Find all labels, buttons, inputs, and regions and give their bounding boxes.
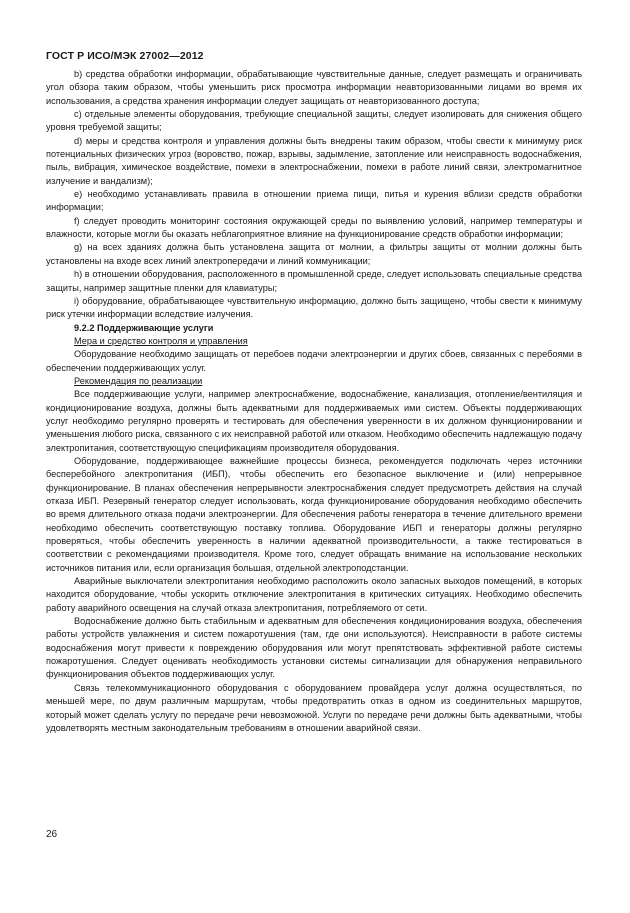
body-paragraph: Связь телекоммуникационного оборудования с оборудованием провайдера услуг должна осуществляться, по меньшей мере, по двум различным маршрутам, чтобы предотвратить отказ в одном из соединительных маршрутов, который может сделать услугу по передаче речи невозможной. Услуги по передаче речи должны быть адекватными, чтобы удовлетворять местным законодательным требованиям в отношении аварийной связи. bbox=[46, 682, 582, 733]
body-paragraph: h) в отношении оборудования, расположенного в промышленной среде, следует использовать специальные средства защиты, например защитные пленки для клавиатуры; bbox=[46, 269, 582, 293]
body-paragraph: e) необходимо устанавливать правила в отношении приема пищи, питья и курения вблизи средств обработки информации; bbox=[46, 189, 582, 213]
body-paragraph: b) средства обработки информации, обрабатывающие чувствительные данные, следует размещать и ограничивать угол обзора таким образом, чтобы уменьшить риск просмотра информации неавторизованными лицами во время их использования, а средства хранения информации следует защищать от неавторизованного доступа; bbox=[46, 69, 582, 106]
section-heading: 9.2.2 Поддерживающие услуги bbox=[74, 322, 214, 333]
body-paragraph: c) отдельные элементы оборудования, требующие специальной защиты, следует изолировать для снижения общего уровня требуемой защиты; bbox=[46, 109, 582, 133]
body-paragraph: Все поддерживающие услуги, например электроснабжение, водоснабжение, канализация, отопление/вентиляция и кондиционирование воздуха, должны быть адекватными для поддерживаемых ими систем. Объекты поддерживающих услуг необходимо регулярно проверять и тестировать для обеспечения уверенности в их должном функционировании и уменьшения любого риска, связанного с их неисправной работой или отказом. Необходимо обеспечить надлежащую подачу электропитания, соответствующую спецификациям производителя оборудования. bbox=[46, 389, 582, 453]
document-body bbox=[46, 68, 582, 735]
subsection-label-text: Рекомендация по реализации bbox=[74, 375, 203, 386]
page-number: 26 bbox=[46, 829, 58, 840]
subsection-label bbox=[46, 375, 582, 388]
subsection-label-text: Мера и средство контроля и управления bbox=[74, 335, 248, 346]
body-paragraph: f) следует проводить мониторинг состояния окружающей среды по выявлению условий, например температуры и влажности, которые могли бы оказать неблагоприятное влияние на функционирование средств обработки информации; bbox=[46, 215, 582, 240]
body-paragraph: i) оборудование, обрабатывающее чувствительную информацию, должно быть защищено, чтобы свести к минимуму риск утечки информации вследствие излучения. bbox=[46, 295, 582, 320]
body-paragraph: Оборудование, поддерживающее важнейшие процессы бизнеса, рекомендуется подключать через источники бесперебойного электропитания (ИБП), чтобы обеспечить его безопасное выключение и (или) непрерывное функционирование. В планах обеспечения непрерывности электроснабжения следует предусмотреть действия на случай отказа ИБП. Резервный генератор следует использовать, когда функционирование оборудования необходимо обеспечить во время длительного отказа подачи электроэнергии. Для обеспечения работы генератора в течение длительного времени необходимо обеспечить соответствующую поставку топлива. Оборудование ИБП и генераторы должны регулярно проверяться, чтобы обеспечить уверенность в наличии адекватной производительности, а также тестироваться в соответствии с рекомендациями производителя. Кроме того, следует обращать внимание на использование нескольких источников питания или, если организация большая, отдельной электроподстанции. bbox=[46, 455, 582, 573]
body-paragraph: d) меры и средства контроля и управления должны быть внедрены таким образом, чтобы свести к минимуму риск потенциальных физических угроз (воровство, пожар, взрывы, задымление, затопление или неисправность водоснабжения, пыль, вибрация, химическое воздействие, помехи в электроснабжении, помехи в работе линий связи, электромагнитное излучение и вандализм); bbox=[46, 135, 582, 186]
subsection-label bbox=[46, 335, 582, 348]
body-paragraph: Аварийные выключатели электропитания необходимо расположить около запасных выходов помещений, в которых находится оборудование, чтобы ускорить отключение электропитания в критических ситуациях. Необходимо обеспечить работу аварийного освещения на случай отказа электропитания, потребляемого от сети. bbox=[46, 576, 582, 613]
body-paragraph: Водоснабжение должно быть стабильным и адекватным для обеспечения кондиционирования воздуха, обеспечения работы устройств увлажнения и систем пожаротушения (там, где они используются). Неисправности в работе системы водоснабжения могут привести к повреждению оборудования или могут препятствовать эффективной работе системы пожаротушения. Следует оценивать необходимость установки системы сигнализации для обнаружения неправильного функционирования объектов поддерживающих услуг. bbox=[46, 616, 582, 680]
document-code-header: ГОСТ Р ИСО/МЭК 27002—2012 bbox=[46, 50, 204, 62]
body-paragraph: Оборудование необходимо защищать от перебоев подачи электроэнергии и других сбоев, связанных с перебоями в обеспечении поддерживающих услуг. bbox=[46, 349, 582, 373]
body-paragraph: g) на всех зданиях должна быть установлена защита от молнии, а фильтры защиты от молнии должны быть установлены на входе всех линий электропередачи и линий коммуникации; bbox=[46, 242, 582, 266]
